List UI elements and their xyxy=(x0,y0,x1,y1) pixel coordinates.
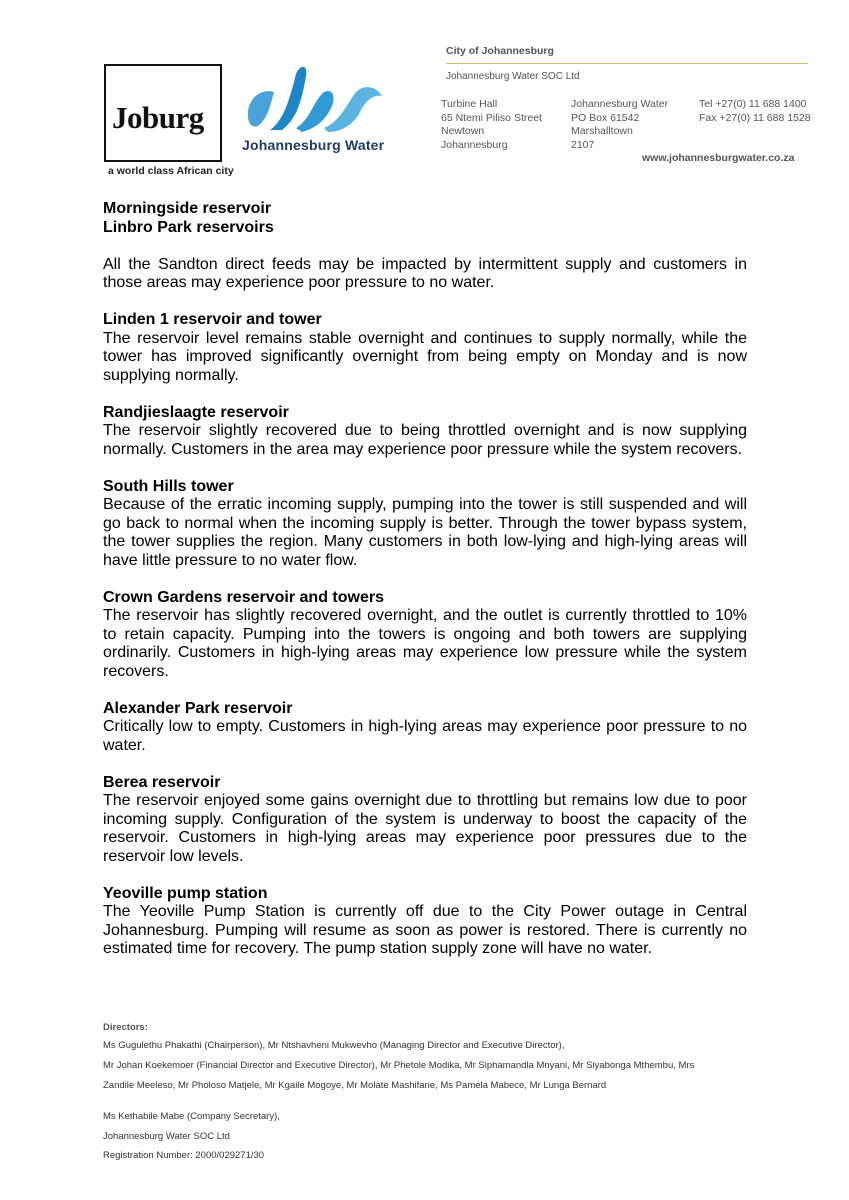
intro-section xyxy=(103,200,747,237)
fax-number: Fax +27(0) 11 688 1528 xyxy=(699,111,811,124)
registration-number: Registration Number: 2000/029271/30 xyxy=(103,1150,265,1161)
physical-address xyxy=(441,98,542,152)
section-text: The reservoir level remains stable overnight and continues to supply normally, while the tower has improved significantly overnight from being empty on Monday and is now supplying normally. xyxy=(103,329,747,384)
section-text: Because of the erratic incoming supply, pumping into the tower is still suspended and will go back to normal when the incoming supply is better. Through the tower bypass system, the tower supplies the region. Many customers in both low-lying and high-lying areas will have little pressure to no water flow. xyxy=(103,496,747,569)
joburg-tagline: a world class African city xyxy=(108,165,234,177)
address-line: Turbine Hall xyxy=(441,98,498,110)
company-secretary: Ms Kethabile Mabe (Company Secretary), xyxy=(103,1111,280,1122)
document-body xyxy=(103,200,747,977)
johannesburg-water-logo xyxy=(240,62,390,138)
letterhead-city: City of Johannesburg xyxy=(446,45,554,57)
address-line: 2107 xyxy=(571,138,595,151)
section-heading: Morningside reservoir xyxy=(103,200,272,217)
address-line: Johannesburg xyxy=(441,138,508,151)
section-randjieslaagte xyxy=(103,404,747,460)
address-line: PO Box 61542 xyxy=(571,111,640,124)
contact-numbers xyxy=(699,98,811,125)
section-heading: Crown Gardens reservoir and towers xyxy=(103,588,384,606)
address-line: Newtown xyxy=(441,125,485,137)
address-line: Johannesburg Water xyxy=(571,98,669,110)
directors-line: Zandile Meeleso, Mr Pholoso Matjele, Mr Kgaile Mogoye, Mr Molate Mashifane, Ms Pamela Mabece, Mr Lunga Bernard xyxy=(103,1080,607,1091)
section-crown-gardens xyxy=(103,589,747,682)
postal-address xyxy=(571,98,668,152)
letterhead-company: Johannesburg Water SOC Ltd xyxy=(446,71,580,82)
section-heading: Yeoville pump station xyxy=(103,884,268,902)
footer-company-name: Johannesburg Water SOC Ltd xyxy=(103,1130,230,1142)
section-linden xyxy=(103,311,747,385)
johannesburg-water-logo-text: Johannesburg Water xyxy=(242,137,385,153)
section-text: The reservoir enjoyed some gains overnight due to throttling but remains low due to poor incoming supply. Configuration of the system is underway to boost the capacity of the reservoir. Customers in high-lying areas may experience poor pressures due to the reservoir low levels. xyxy=(103,792,747,865)
section-text: All the Sandton direct feeds may be impacted by intermittent supply and customers in those areas may experience poor pressure to no water. xyxy=(103,255,747,291)
section-heading: Linden 1 reservoir and tower xyxy=(103,311,322,328)
company-details xyxy=(103,1107,280,1166)
letterhead-divider xyxy=(446,63,808,64)
joburg-logo-text: Joburg xyxy=(112,100,204,135)
website-link[interactable]: www.johannesburgwater.co.za xyxy=(642,152,795,164)
section-heading: Linbro Park reservoirs xyxy=(103,218,274,236)
section-berea xyxy=(103,774,747,867)
section-text: The Yeoville Pump Station is currently off due to the City Power outage in Central Johannesburg. Pumping will resume as soon as power is restored. There is currently no estimated time for recovery. The pump station supply zone will have no water. xyxy=(103,903,747,957)
section-alexander-park xyxy=(103,700,747,756)
section-yeoville xyxy=(103,885,747,959)
address-line: 65 Ntemi Piliso Street xyxy=(441,111,542,124)
section-south-hills xyxy=(103,478,747,571)
address-line: Marshalltown xyxy=(571,125,633,137)
section-text: The reservoir slightly recovered due to being throttled overnight and is now supplying normally. Customers in the area may experience poor pressure while the system recovers. xyxy=(103,422,747,458)
directors-label: Directors: xyxy=(103,1022,148,1033)
section-heading: Randjieslaagte reservoir xyxy=(103,403,289,421)
tel-number: Tel +27(0) 11 688 1400 xyxy=(699,98,807,110)
section-heading: South Hills tower xyxy=(103,477,234,495)
directors-line: Ms Gugulethu Phakathi (Chairperson), Mr Ntshavheni Mukwevho (Managing Director and Executive Director), xyxy=(103,1040,565,1051)
directors-list xyxy=(103,1036,748,1096)
directors-line: Mr Johan Koekemoer (Financial Director and Executive Director), Mr Phetole Modika, Mr Siphamandla Mnyani, Mr Siyabonga Mthembu, Mrs xyxy=(103,1060,695,1071)
section-heading: Alexander Park reservoir xyxy=(103,699,293,717)
section-text: Critically low to empty. Customers in high-lying areas may experience poor pressure to no water. xyxy=(103,718,747,754)
section-heading: Berea reservoir xyxy=(103,773,221,791)
section-text: The reservoir has slightly recovered overnight, and the outlet is currently throttled to 10% to retain capacity. Pumping into the towers is ongoing and both towers are supplying ordinarily. Customers in high-lying areas may experience low pressure while the system recovers. xyxy=(103,607,747,680)
intro-text-section xyxy=(103,256,747,293)
